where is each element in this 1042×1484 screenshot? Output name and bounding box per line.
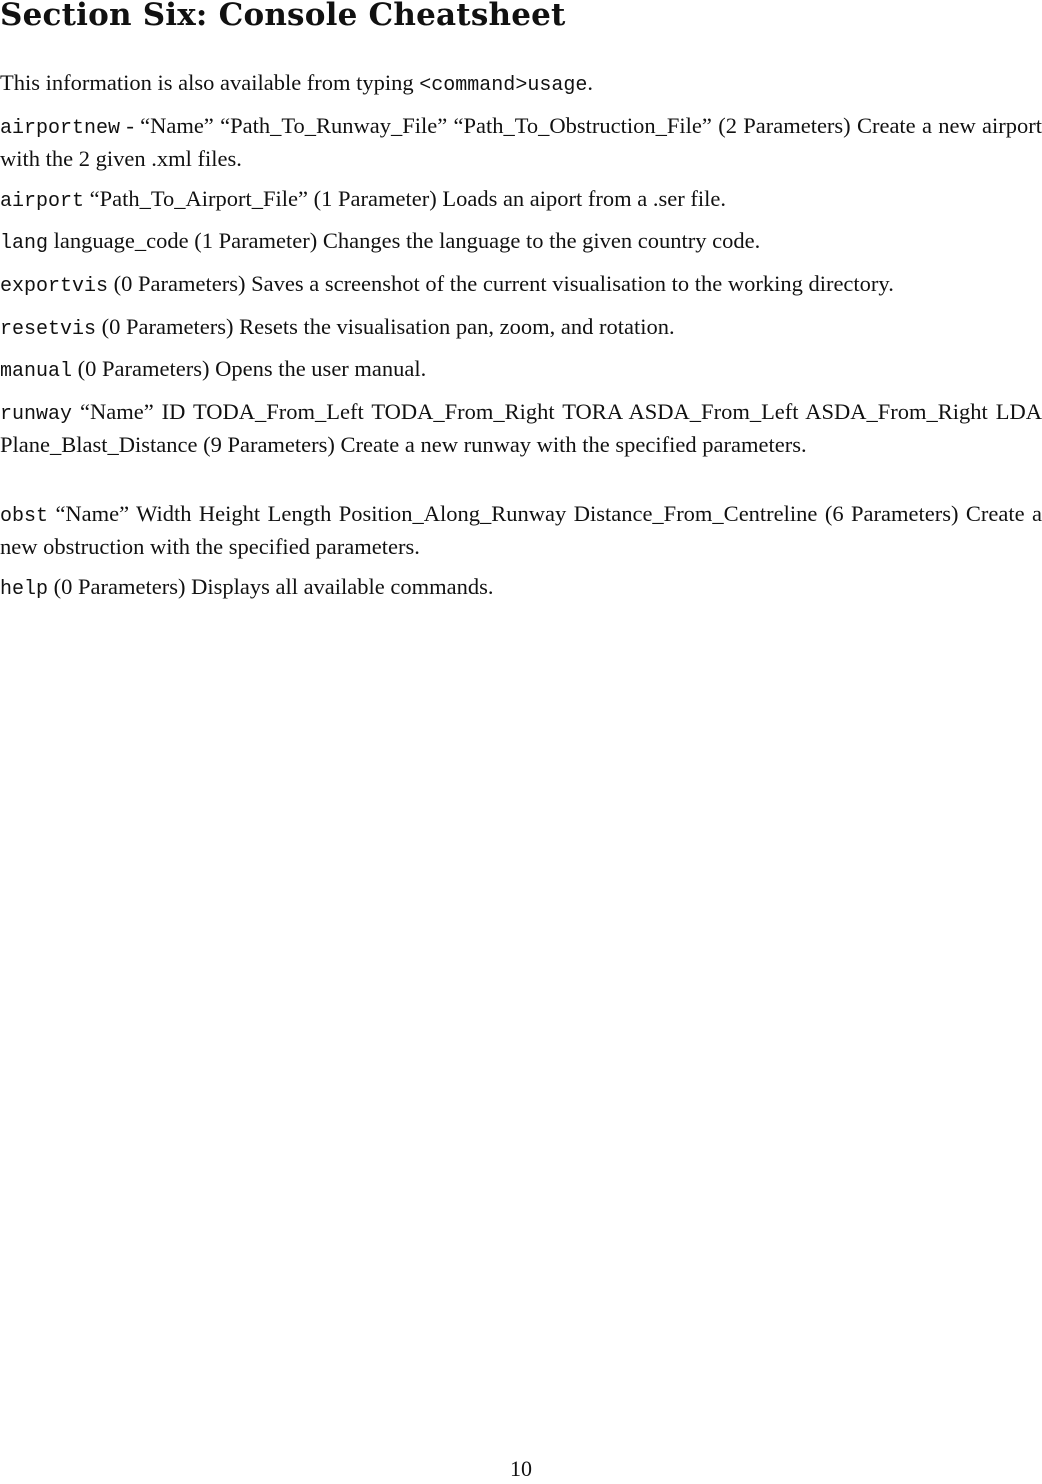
command-description: “Path_To_Airport_File” (1 Parameter) Loads an aiport from a .ser file. <box>84 186 726 211</box>
command-description: language_code (1 Parameter) Changes the language to the given country code. <box>48 228 761 253</box>
command-name: airportnew <box>0 117 121 140</box>
command-description: (0 Parameters) Saves a screenshot of the current visualisation to the working directory. <box>108 271 894 296</box>
command-description: (0 Parameters) Opens the user manual. <box>72 356 427 381</box>
page-number: 10 <box>510 1456 532 1481</box>
command-description: (0 Parameters) Resets the visualisation pan, zoom, and rotation. <box>96 314 675 339</box>
usage-command-code: <command>usage <box>419 74 588 97</box>
section-heading: Section Six: Console Cheatsheet <box>0 0 566 33</box>
command-help <box>0 572 1042 605</box>
command-name: help <box>0 578 49 601</box>
command-name: airport <box>0 190 85 213</box>
command-description: “Name” Width Height Length Position_Along_Runway Distance_From_Centreline (6 Parameters) Create a new obstruction with the specified parameters. <box>0 501 1042 559</box>
command-resetvis <box>0 312 1042 345</box>
command-name: manual <box>0 360 73 383</box>
command-description: - “Name” “Path_To_Runway_File” “Path_To_Obstruction_File” (2 Parameters) Create a new airport with the 2 given .xml files. <box>0 113 1042 171</box>
intro-paragraph <box>0 68 1042 101</box>
command-airportnew <box>0 111 1042 174</box>
command-airport <box>0 184 1042 217</box>
command-name: lang <box>0 232 49 255</box>
command-description: (0 Parameters) Displays all available commands. <box>48 574 494 599</box>
command-obst <box>0 499 1042 562</box>
command-name: exportvis <box>0 275 109 298</box>
command-name: resetvis <box>0 318 97 341</box>
command-description: “Name” ID TODA_From_Left TODA_From_Right TORA ASDA_From_Left ASDA_From_Right LDA Plane_Blast_Distance (9 Parameters) Create a new runway with the specified parameters. <box>0 399 1042 457</box>
command-lang <box>0 226 1042 259</box>
command-name: runway <box>0 403 73 426</box>
intro-text: This information is also available from typing <box>0 70 420 95</box>
intro-period: . <box>587 70 593 95</box>
command-exportvis <box>0 269 1042 302</box>
command-name: obst <box>0 505 49 528</box>
command-manual <box>0 354 1042 387</box>
command-runway <box>0 397 1042 460</box>
